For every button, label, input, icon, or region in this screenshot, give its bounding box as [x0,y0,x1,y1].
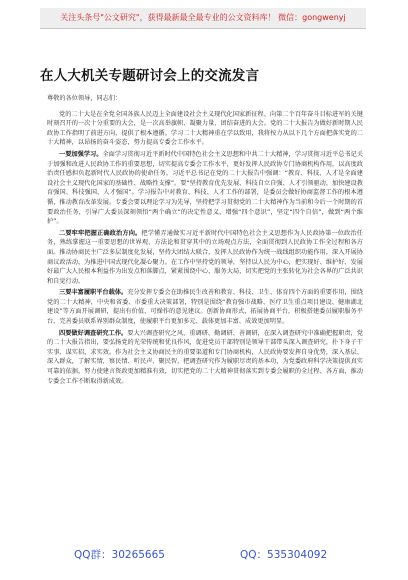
section-text-1: 全面学习贯彻习近平新时代中国特色社会主义思想和中共二十大精神，学习贯彻习近平总书记关于加强和改进人民政协工作的重要思想，切实提高专委会工作水平，更好发挥人民政协专门协商机构作用，以高度政治责任感担负起新时代人民政协的使命任务。习近平总书记在党的二十大报告中强调：“教育、科技、人才是全面建设社会主义现代化国家的基础性、战略性支撑”。要“坚持教育优先发展、科技自立自强、人才引领驱动，加快建设教育强国、科技强国、人才强国”。学习报告中对教育、科技、人才工作的部署，是委员会做好协商监督工作的根本遵循，推动教育改革发展。专委会要以理论学习为先导，坚持把学习贯彻党的二十大精神作为当前和今后一个时期的首要政治任务，引导广大委员深刻领悟“两个确立”的决定性意义，增强“四个意识”，坚定“四个自信”，做到“两个维护”。 [47,150,363,226]
salutation: 尊敬的各位领导，同志们： [47,95,122,102]
contact-footer [0,545,408,565]
section-paragraph-4 [47,329,363,387]
section-heading-4: 四要做好调查研究工作。 [59,329,128,337]
qq-group-number: QQ群：30265665 [74,549,165,561]
qq-number: QQ：535304092 [240,549,328,561]
section-text-2: 把学懂弄通做实习近平新时代中国特色社会主义思想作为人民政协第一位政治任务，熟练掌握这一重要思想的世界观、方法论和贯穿其中的立场观点方法，全面贯彻到人民政协工作全过程和各方面。推动协商民主广泛多层制度化发展，坚持大团结大联合，发挥人民政协作为统一战线组织功能作用，深入开展协商议政活动，为推进中国式现代化凝心聚力。在工作中坚持党的领导，坚持以人民为中心，把实现好、维护好、发展好最广大人民根本利益作为出发点和落脚点，紧紧围绕中心、服务大局，切实把党的主张转化为社会各界的广泛共识和自觉行动。 [47,229,363,285]
section-paragraph-3 [47,288,363,326]
document-title: 在人大机关专题研讨会上的交流发言 [40,68,260,84]
section-paragraph-1 [47,150,363,227]
document-body [47,94,363,534]
promo-banner: 关注头条号"公文研究"，获得最新最全最专业的公文资料库！ 微信：gongwenyj [40,8,366,29]
section-text-4: 要大兴调查研究之风，重调研、勤调研、善调研，在深入调查研究中准确把握职责，党的二十大报告指出，要弘扬党的光荣传统和优良作风，促进党员干部特别是领导干部带头深入调查研究，扑下身子干实事、谋实招、求实效。作为社会主义协商民主的重要渠道和专门协商机构，人民政协要发挥自身优势，深入基层、深入群众，了解实情，察民情、听民声、聚民智，把调查研究作为履职尽责的基本功，为党委政府科学决策提供真实可靠的依据，努力使建言资政更加精准有效，切实把党的二十大精神贯彻落实到专委会履职的全过程、各方面，推动专委会工作不断取得新成效。 [47,329,363,385]
section-heading-2: 二要牢牢把握正确政治方向。 [59,229,142,237]
section-text-3: 充分发挥专委会在助推民生改善和教育、科技、卫生、体育四个方面的重要作用，围绕党的二十大精神，中央和省委、市委重大决策部署，特别是围绕“教育强市战略、医疗卫生重点项目建设、健康湖北建设”等方面开展调研，提出有价值、可操作的意见建议。创新协商形式，拓展协商平台，积极搭建委员履职服务平台，完善委员联系界别群众制度，使履职平台更加多元、载体更加丰富、成效更加明显。 [47,289,363,326]
section-heading-1: 一要加强学习。 [59,150,103,158]
intro-paragraph: 党的二十大是在全党全国各族人民迈上全面建设社会主义现代化国家新征程、向第二个百年奋斗目标进军的关键时刻召开的一次十分重要的大会，是一次高举旗帜、凝聚力量、团结奋进的大会。党的二十大报告为做好新时期人民政协工作指明了前进方向，提供了根本遵循。学习二十大精神重在学以致用，我将按力从以下几个方面把落实党的二十大精神，以昂扬的奋斗姿态，努力提高专委会工作水平。 [47,110,363,147]
section-paragraph-2 [47,229,363,287]
section-heading-3: 三要丰富履职平台载体。 [59,289,128,297]
